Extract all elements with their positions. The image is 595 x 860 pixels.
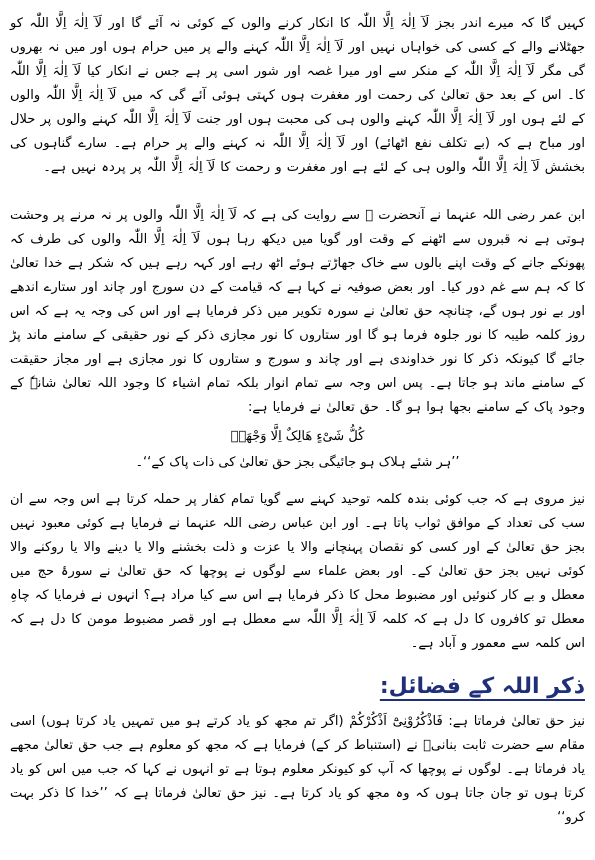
quran-verse-translation: ’’ہر شئے ہلاک ہو جائیگی بجز حق تعالیٰ کی ذات پاک کے‘‘۔ [135,455,460,470]
paragraph-hell-and-mercy: کہیں گا کہ میرے اندر بجز لَآ اِلٰہَ اِلَّا اللّٰہ کا انکار کرنے والوں کے کوئی نہ آئے گا اور لَآ اِلٰہَ اِلَّا اللّٰہ کو جھٹلانے والے کے کسی کی خواہاں نہیں اور لَآ اِلٰہَ اِلَّا اللّٰہ کہنے والے پر میں حرام ہوں اور میں نہ بھروں گی مگر لَآ اِلٰہَ اِلَّا اللّٰہ کے منکر سے اور میرا غصہ اور شور اسی پر ہے جس نے انکار کیا لَآ اِلٰہَ اِلَّا اللّٰہ کا۔ اس کے بعد حق تعالیٰ کی رحمت اور مغفرت ہوں کہتی ہوئی آئے گی کہ میں لَآ اِلٰہَ اِلَّا اللّٰہ والوں کے لئے ہوں اور لَآ اِلٰہَ اِلَّا اللّٰہ کہنے والوں ہی کی محبت ہوں اور جنت لَآ اِلٰہَ اِلَّا اللّٰہ کہنے والوں پر حلال اور مباح ہے کہ (بے تکلف نفع اٹھائے) اور لَآ اِلٰہَ اِلَّا اللّٰہ نہ کہنے والے پر حرام ہے۔ سارے گناہوں کی بخشش لَآ اِلٰہَ اِلَّا اللّٰہ والوں ہی کے لئے ہے اور مغفرت و رحمت کا لَآ اِلٰہَ اِلَّا اللّٰہ پر پردہ نہیں ہے۔ [10,16,585,175]
paragraph-ibn-umar-narration: ابن عمر رضی اللہ عنہما نے آنحضرت ﷺ سے روایت کی ہے کہ لَآ اِلٰہَ اِلَّا اللّٰہ والوں پر نہ مرنے پر وحشت ہوتی ہے نہ قبروں سے اٹھنے کے وقت اور گویا میں دیکھ رہا ہوں لَآ اِلٰہَ اِلَّا اللّٰہ والوں کی طرف کہ پھونکے جانے کے وقت اپنے بالوں سے خاک جھاڑتے ہوئے اٹھ رہے اور کہہ رہے ہیں کہ شکر ہے خدا تعالیٰ کا کہ ہم سے غم دور کیا۔ اور بعض صوفیہ نے کہا ہے کہ قیامت کے دن سورج اور چاند اور ستارے اندھے اور بے نور ہوں گے، چنانچہ حق تعالیٰ نے سورہ تکویر میں ذکر فرمایا ہے اور اس کی وجہ یہ ہے کہ اس روز کلمہ طیبہ کا نور جلوہ فرما ہو گا اور ستاروں کا نور مجازی ذکر کے نور حقیقی کے سامنے ماند پڑ جائے گا کیونکہ ذکر کا نور خداوندی ہے اور چاند و سورج و ستاروں کا نور مجازی ہے اور مجاز حقیقت کے سامنے ماند ہو جاتا ہے۔ پس اس وجہ سے تمام انوار بلکہ تمام اشیاء کا وجود اللہ تعالیٰ شانہٗ کے وجود پاک کے سامنے بجھا ہوا ہو گا۔ حق تعالیٰ نے فرمایا ہے: [10,208,585,415]
paragraph-kalima-reward: نیز مروی ہے کہ جب کوئی بندہ کلمہ توحید کہنے سے گویا تمام کفار پر حملہ کرتا ہے اس وجہ سے ان سب کی تعداد کے موافق ثواب پاتا ہے۔ اور ابن عباس رضی اللہ عنہما نے فرمایا ہے کوئی معبود نہیں بجز حق تعالیٰ کے اور کسی کو نقصان پہنچانے والا یا عزت و ذلت بخشنے والا یا دینے والا یا روکنے والا کوئی نہیں بجز حق تعالیٰ کے۔ اور بعض علماء سے لوگوں نے پوچھا کہ حق تعالیٰ نے سورۂ حج میں معطل و بے کار کنوئیں اور مضبوط محل کا ذکر فرمایا ہے اس سے کیا مراد ہے؟ انہوں نے فرمایا کہ چاہِ معطل تو کافروں کا دل ہے کہ کلمہ لَآ اِلٰہَ اِلَّا اللّٰہ سے معطل ہے اور قصر مضبوط مومن کا دل ہے کہ اس کلمہ سے معمور و آباد ہے۔ [10,492,585,651]
quran-verse-arabic: کُلُّ شَیْءٍ ھَالِکٌ اِلَّا وَجْھَہٗ [230,429,365,444]
section-heading-virtues-of-dhikr: ذکر اللہ کے فضائل: [379,674,585,699]
paragraph-remember-me: نیز حق تعالیٰ فرماتا ہے: فَاذْکُرُوْنِیْٓ اَذْکُرْکُمْ (اگر تم مجھ کو یاد کرتے ہو میں تمہیں یاد کرتا ہوں) اسی مقام سے حضرت ثابت بنانیؒ نے (استنباط کر کے) فرمایا ہے کہ مجھ کو معلوم ہے جب حق تعالیٰ مجھے یاد فرماتا ہے۔ لوگوں نے پوچھا کہ آپ کو کیونکر معلوم ہوتا ہے تو انہوں نے کہا کہ جب میں اس کو یاد کرتا ہوں تو جان جاتا ہوں کہ وہ مجھ کو یاد کرتا ہے۔ نیز حق تعالیٰ فرماتا ہے کہ ’’خدا کا ذکر بہت کرو‘‘ [10,714,585,825]
